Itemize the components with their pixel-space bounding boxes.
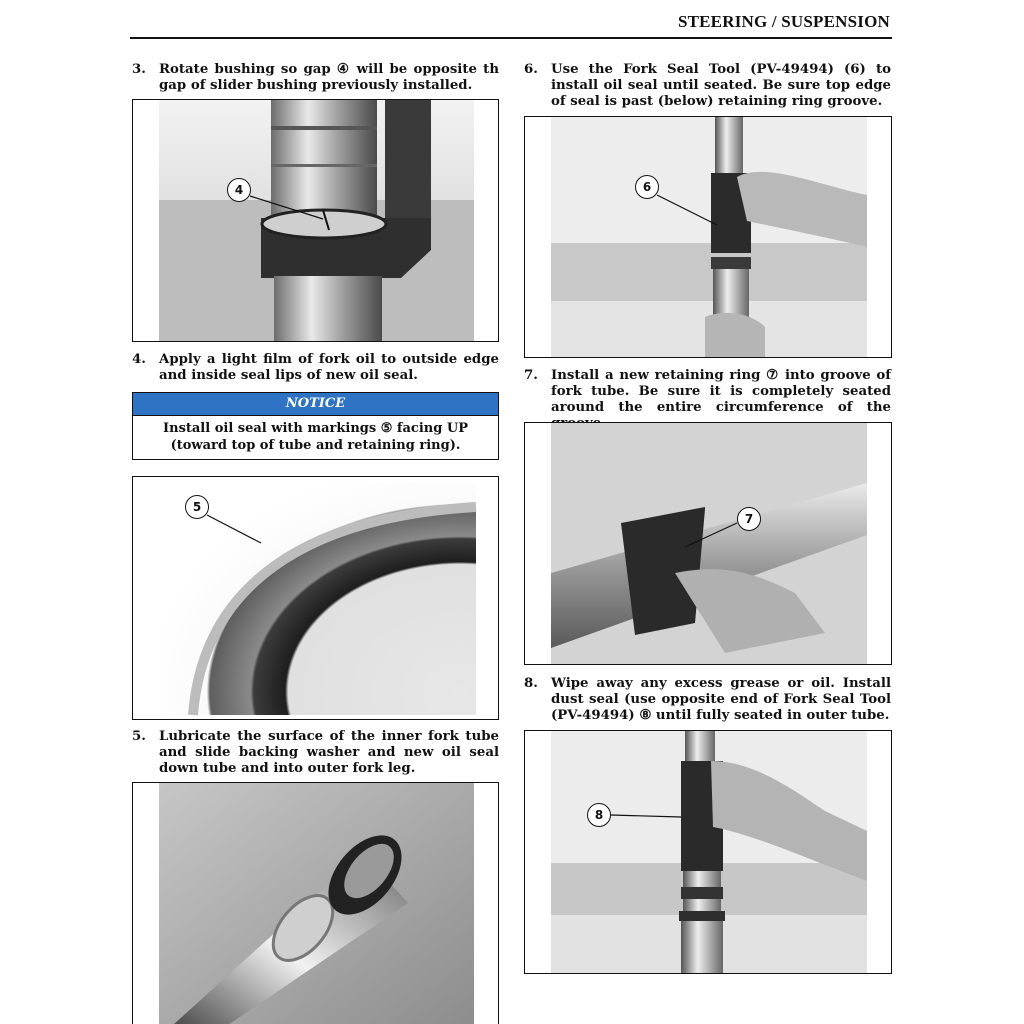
step-7 [524,368,891,418]
section-title: STEERING / SUSPENSION [677,12,890,31]
step-5 [132,729,499,779]
callout-4: 4 [227,178,251,202]
callout-8: 8 [587,803,611,827]
figure-dust-seal [524,730,892,974]
notice-text: Install oil seal with markings ⑤ facing UP (toward top of tube and retaining ring). [163,421,468,453]
callout-6: 6 [635,175,659,199]
figure-fork-tube-seal [132,782,499,1024]
photo-fork-tube [133,783,499,1024]
figure-oil-seal [132,476,499,720]
step-text: Rotate bushing so gap ④ will be opposite th gap of slider bushing previously installed. [159,62,499,93]
notice-box [132,392,499,460]
step-number: 6. [524,62,538,77]
notice-heading: NOTICE [133,393,498,416]
step-text-part: Use the Fork Seal Tool [551,62,751,77]
photo-retaining-ring [525,423,892,665]
step-text: Install a new retaining ring ⑦ into groove of fork tube. Be sure it is completely seated around the entire circumference of the [551,368,891,415]
callout-7: 7 [737,507,761,531]
figure-retaining-ring [524,422,892,665]
step-number: 7. [524,368,538,383]
step-text: Apply a light film of fork oil to outside edge and inside seal lips of new oil seal. [159,352,499,383]
photo-seal-tool [525,117,892,358]
tool-number: (PV-49494) [551,708,635,723]
photo-bushing [133,100,499,342]
step-text-part: (6) to install oil seal until seated. Be sure top edge of seal is past (below) retaining ring groove. [551,62,891,109]
step-3 [132,62,499,96]
step-4 [132,352,499,386]
step-text-part: ⑧ until fully seated in outer tube. [634,708,890,723]
step-8 [524,676,891,726]
step-text: Lubricate the surface of the inner fork tube and slide backing washer and new oil seal down tube and into outer fork leg. [159,729,499,776]
step-number: 3. [132,62,146,77]
figure-fork-seal-tool [524,116,892,358]
page-header [130,11,892,39]
step-number: 8. [524,676,538,691]
step-number: 4. [132,352,146,367]
tool-number: (PV-49494) [750,62,834,77]
photo-dust-seal [525,731,892,974]
step-text [551,676,891,724]
figure-bushing-gap [132,99,499,342]
callout-5: 5 [185,495,209,519]
step-6 [524,62,891,112]
step-number: 5. [132,729,146,744]
step-text [551,62,891,110]
step-text-part: Wipe away any excess grease or oil. Install dust seal (use opposite end of Fork Seal Tool [551,676,891,707]
